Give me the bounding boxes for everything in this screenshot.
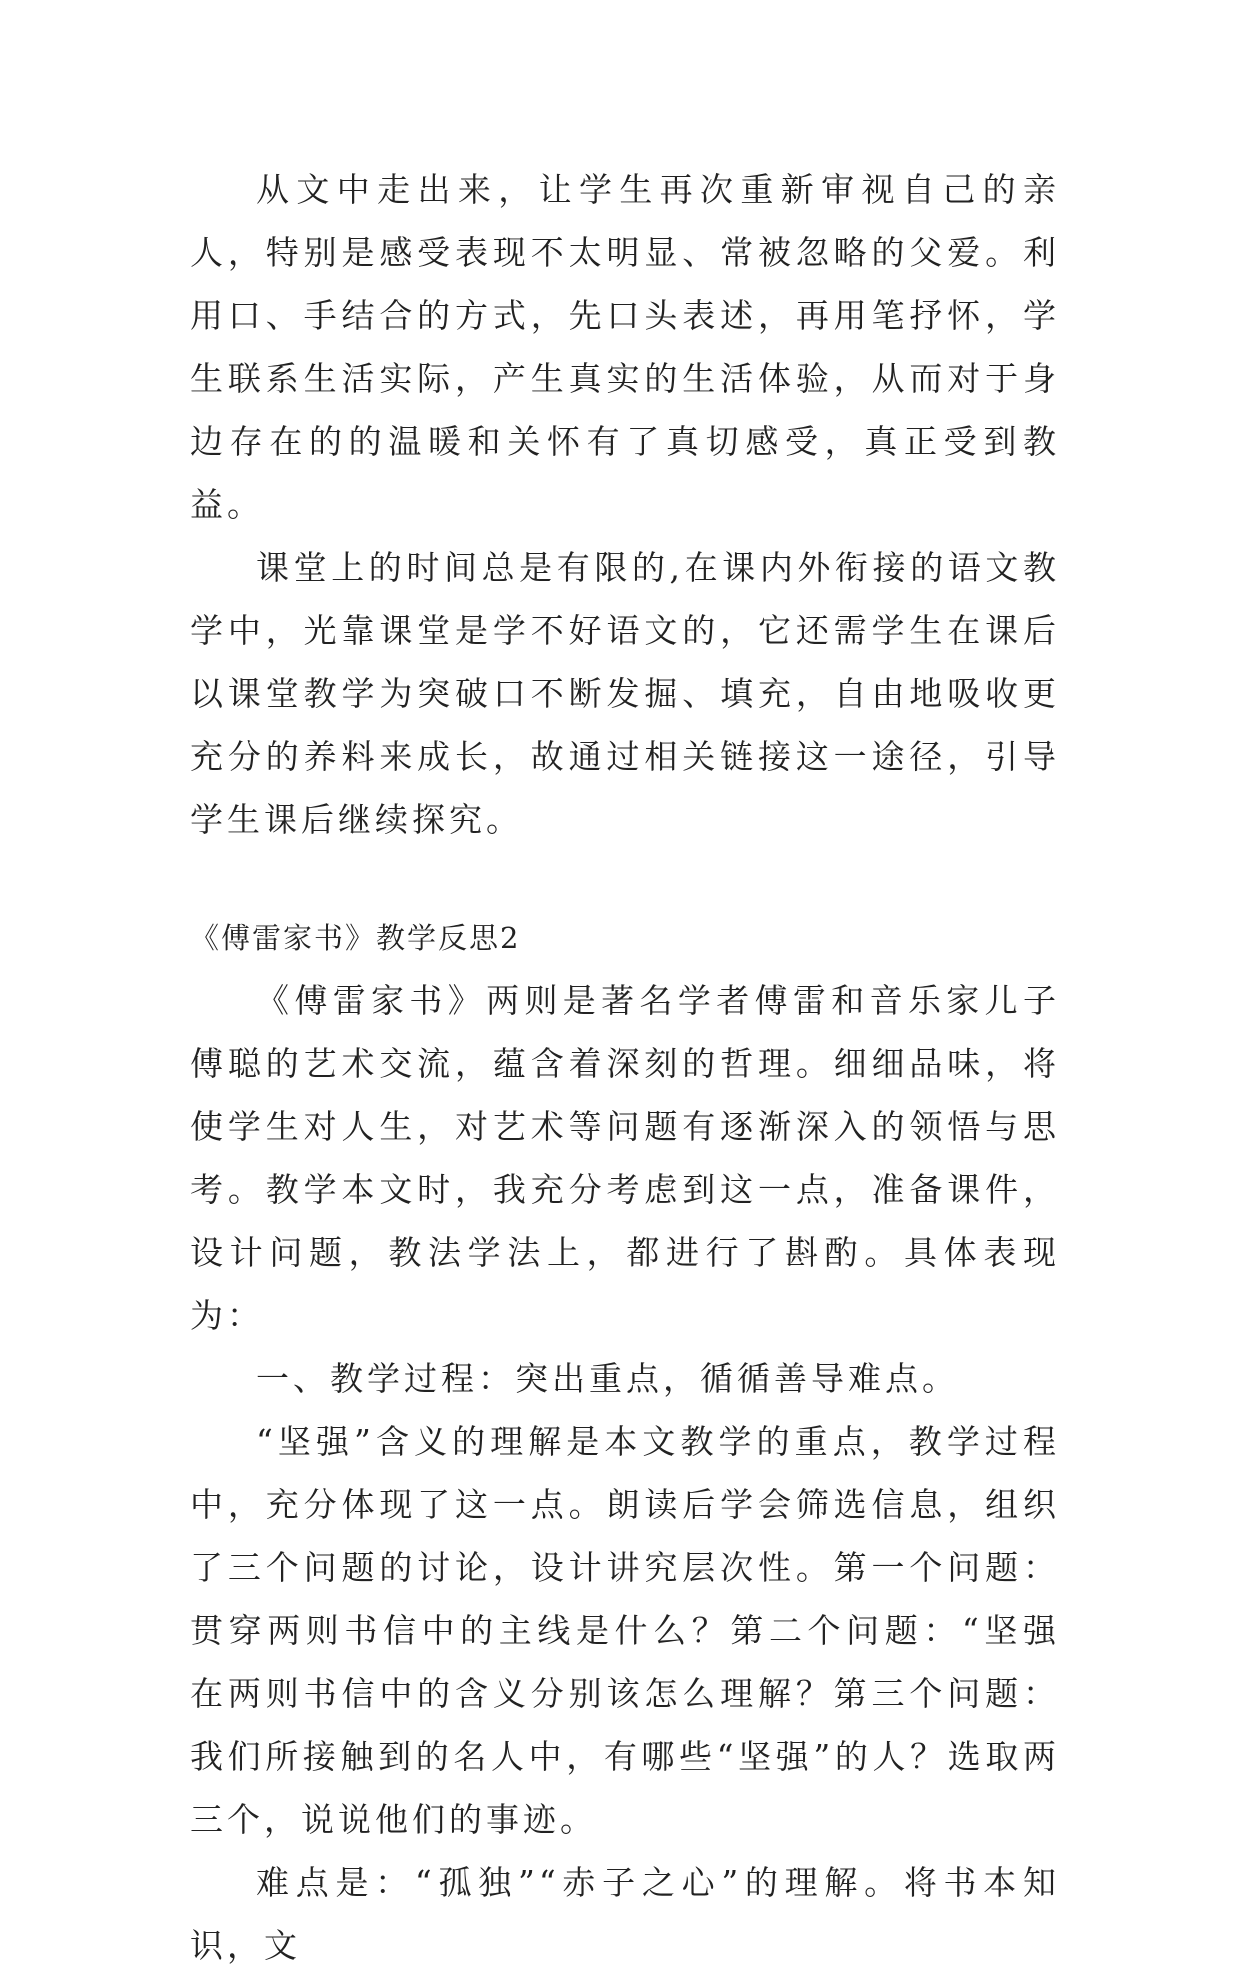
section-title: 《傅雷家书》教学反思2 bbox=[190, 921, 521, 955]
paragraph-intro: 《傅雷家书》两则是著名学者傅雷和音乐家儿子傅聪的艺术交流，蕴含着深刻的哲理。细细品味，将使学生对人生，对艺术等问题有逐渐深入的领悟与思考。教学本文时，我充分考虑到这一点，准备课件，设计问题，教法学法上，都进行了斟酌。具体表现为： bbox=[190, 981, 1060, 1335]
paragraph-classroom-time: 课堂上的时间总是有限的,在课内外衔接的语文教学中，光靠课堂是学不好语文的，它还需学生在课后以课堂教学为突破口不断发掘、填充，自由地吸收更充分的养料来成长，故通过相关链接这一途径，引导学生课后继续探究。 bbox=[190, 548, 1060, 839]
document-body bbox=[190, 158, 1060, 1977]
paragraph-heading-one: 一、教学过程：突出重点，循循善导难点。 bbox=[256, 1359, 959, 1398]
paragraph-difficulty: 难点是：“孤独”“赤子之心”的理解。将书本知识，文 bbox=[190, 1863, 1060, 1965]
paragraph-family-love: 从文中走出来，让学生再次重新审视自己的亲人，特别是感受表现不太明显、常被忽略的父爱。利用口、手结合的方式，先口头表述，再用笔抒怀，学生联系生活实际，产生真实的生活体验，从而对于身边存在的的温暖和关怀有了真切感受，真正受到教益。 bbox=[190, 170, 1060, 524]
paragraph-key-point: “坚强”含义的理解是本文教学的重点，教学过程中，充分体现了这一点。朗读后学会筛选信息，组织了三个问题的讨论，设计讲究层次性。第一个问题：贯穿两则书信中的主线是什么？第二个问题：“坚强在两则书信中的含义分别该怎么理解？第三个问题：我们所接触到的名人中，有哪些“坚强”的人？选取两三个，说说他们的事迹。 bbox=[190, 1422, 1060, 1839]
